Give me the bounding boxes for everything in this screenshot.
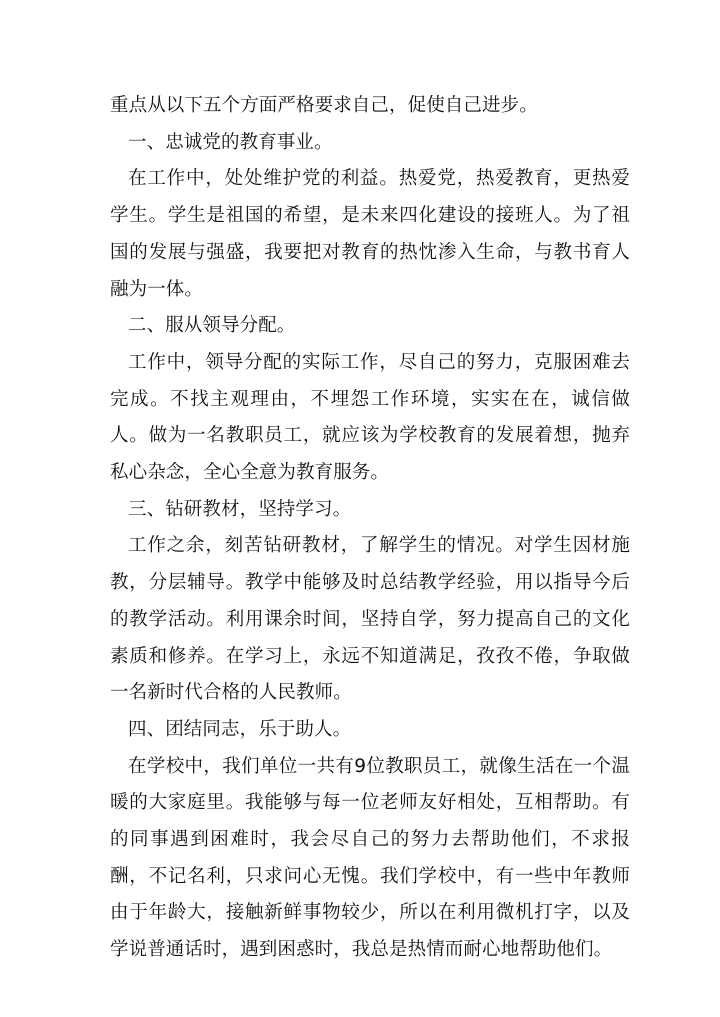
section-body-2: 工作中，领导分配的实际工作，尽自己的努力，克服困难去完成。不找主观理由，不埋怨工作环境，实实在在，诚信做人。做为一名教职员工，就应该为学校教育的发展着想，抛弃私心杂念，全心全意为教育服务。 xyxy=(110,351,630,484)
section-heading-4: 四、团结同志，乐于助人。 xyxy=(128,718,352,740)
section-heading-1: 一、忠诚党的教育事业。 xyxy=(128,131,333,153)
section-heading-2: 二、服从领导分配。 xyxy=(128,315,296,337)
section-body-3: 工作之余，刻苦钻研教材，了解学生的情况。对学生因材施教，分层辅导。教学中能够及时总结教学经验，用以指导今后的教学活动。利用课余时间，坚持自学，努力提高自己的文化素质和修养。在学习上，永远不知道满足，孜孜不倦，争取做一名新时代合格的人民教师。 xyxy=(110,535,630,704)
intro-paragraph: 重点从以下五个方面严格要求自己，促使自己进步。 xyxy=(110,95,538,116)
section-body-4: 在学校中，我们单位一共有9位教职员工，就像生活在一个温暖的大家庭里。我能够与每一位老师友好相处，互相帮助。有的同事遇到困难时，我会尽自己的努力去帮助他们，不求报酬，不记名利，只求问心无愧。我们学校中，有一些中年教师由于年龄大，接触新鲜事物较少，所以在利用微机打字，以及学说普通话时，遇到困惑时，我总是热情而耐心地帮助他们。 xyxy=(110,755,630,961)
section-body-1: 在工作中，处处维护党的利益。热爱党，热爱教育，更热爱学生。学生是祖国的希望，是未来四化建设的接班人。为了祖国的发展与强盛，我要把对教育的热忱渗入生命，与教书育人融为一体。 xyxy=(110,168,630,300)
document-body xyxy=(110,88,630,969)
section-heading-3: 三、钻研教材，坚持学习。 xyxy=(128,498,352,520)
